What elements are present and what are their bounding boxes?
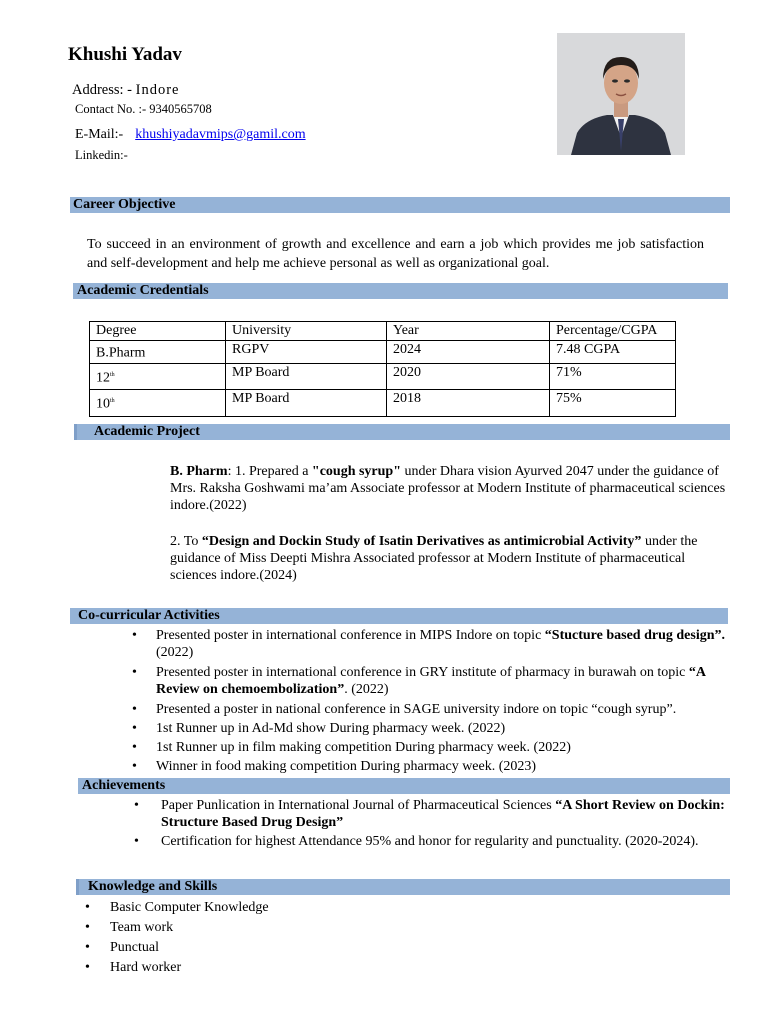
year-cell: 2018 xyxy=(387,390,550,417)
list-item xyxy=(132,627,731,661)
project-title: “Design and Dockin Study of Isatin Derivatives as antimicrobial Activity” xyxy=(201,534,642,549)
list-item xyxy=(132,701,731,718)
degree-cell xyxy=(90,363,226,390)
address-label: Address: - xyxy=(72,82,133,98)
item-bold: “A Review on chemoembolization” xyxy=(156,665,706,697)
project-title: "cough syrup" xyxy=(311,464,401,479)
career-objective-heading: Career Objective xyxy=(70,197,730,213)
degree-cell xyxy=(90,390,226,417)
achievements-heading: Achievements xyxy=(78,778,730,794)
item-text: Presented a poster in national conference in SAGE university indore on topic “cough syrup”. xyxy=(156,702,677,717)
item-text: 1st Runner up in Ad-Md show During pharmacy week. (2022) xyxy=(156,721,506,736)
degree-suffix: th xyxy=(110,371,115,378)
bullet-icon: • xyxy=(134,798,139,813)
bullet-icon: • xyxy=(134,834,139,849)
degree-suffix: th xyxy=(110,398,115,405)
bullet-icon: • xyxy=(85,940,90,955)
university-cell: MP Board xyxy=(226,363,387,390)
table-row xyxy=(90,363,676,390)
list-item xyxy=(134,797,731,831)
column-header: Year xyxy=(387,322,550,341)
bullet-icon: • xyxy=(85,960,90,975)
academic-table xyxy=(89,321,676,417)
year-cell: 2020 xyxy=(387,363,550,390)
item-bold: “A Short Review on Dockin: Structure Based Drug Design” xyxy=(161,798,725,830)
column-header: University xyxy=(226,322,387,341)
skill-text: Hard worker xyxy=(110,960,182,975)
address-line xyxy=(72,82,179,99)
score-cell: 71% xyxy=(550,363,676,390)
bullet-icon: • xyxy=(132,628,137,643)
item-text: Presented poster in international conference in MIPS Indore on topic xyxy=(156,628,545,643)
table-row xyxy=(90,341,676,364)
address-value: Indore xyxy=(135,82,180,98)
item-bold: “Stucture based drug design”. xyxy=(544,628,725,643)
item-tail: . (2022) xyxy=(344,682,389,697)
bullet-icon: • xyxy=(85,920,90,935)
email-label: E-Mail:- xyxy=(75,127,124,142)
project-text: under the guidance of Miss Deepti Mishra Associated professor at Modern Institute of pharmaceutical sciences indore.(2024) xyxy=(170,534,698,583)
item-text: Presented poster in international conference in GRY institute of pharmacy in burawah on topic xyxy=(156,665,689,680)
project-text: : 1. Prepared a xyxy=(227,464,312,479)
career-objective-text: To succeed in an environment of growth and excellence and earn a job which provides me job satisfaction and self-development and help me achieve personal as well as organizational goal. xyxy=(87,237,704,271)
item-text: Certification for highest Attendance 95% and honor for regularity and punctuality. (2020-2024). xyxy=(161,834,699,849)
email-link[interactable]: khushiyadavmips@gamil.com xyxy=(135,127,306,142)
bullet-icon: • xyxy=(132,665,137,680)
university-cell: RGPV xyxy=(226,341,387,364)
project-text: under Dhara vision Ayurved 2047 under the guidance of Mrs. Raksha Goshwami ma’am Associate professor at Modern Institute of pharmaceutical sciences indore.(2022) xyxy=(170,464,726,513)
academic-credentials-heading: Academic Credentials xyxy=(73,283,728,299)
project-entry-2 xyxy=(170,533,735,584)
academic-project-heading: Academic Project xyxy=(74,424,730,440)
profile-photo xyxy=(557,33,685,155)
year-cell: 2024 xyxy=(387,341,550,364)
list-item xyxy=(85,919,510,937)
item-tail: (2022) xyxy=(156,645,194,660)
list-item xyxy=(132,758,731,775)
table-header-row xyxy=(90,322,676,341)
list-item xyxy=(132,664,731,698)
degree-value: 12 xyxy=(96,370,110,386)
list-item xyxy=(85,939,510,957)
column-header: Percentage/CGPA xyxy=(550,322,676,341)
university-cell: MP Board xyxy=(226,390,387,417)
skill-text: Basic Computer Knowledge xyxy=(110,900,269,915)
project-degree-label: B. Pharm xyxy=(170,464,228,479)
list-item xyxy=(134,833,731,850)
skills-heading: Knowledge and Skills xyxy=(76,879,730,895)
column-header: Degree xyxy=(90,322,226,341)
cocurricular-list xyxy=(132,627,731,775)
bullet-icon: • xyxy=(85,900,90,915)
contact-number: Contact No. :- 9340565708 xyxy=(75,102,212,116)
project-entry-1 xyxy=(170,463,735,514)
achievements-list xyxy=(134,797,731,850)
skill-text: Punctual xyxy=(110,940,159,955)
list-item xyxy=(132,720,731,737)
score-cell: 7.48 CGPA xyxy=(550,341,676,364)
candidate-name: Khushi Yadav xyxy=(68,44,182,65)
skills-list xyxy=(85,899,510,977)
list-item xyxy=(132,739,731,756)
table-row xyxy=(90,390,676,417)
list-item xyxy=(85,959,510,977)
item-text: Winner in food making competition During pharmacy week. (2023) xyxy=(156,759,537,774)
degree-cell xyxy=(90,341,226,364)
item-text: 1st Runner up in film making competition During pharmacy week. (2022) xyxy=(156,740,571,755)
linkedin-label: Linkedin:- xyxy=(75,148,128,162)
cocurricular-heading: Co-curricular Activities xyxy=(70,608,728,624)
list-item xyxy=(85,899,510,917)
degree-value: B.Pharm xyxy=(96,345,146,361)
bullet-icon: • xyxy=(132,759,137,774)
score-cell: 75% xyxy=(550,390,676,417)
project-text: 2. To xyxy=(170,534,202,549)
item-text: Paper Punlication in International Journal of Pharmaceutical Sciences xyxy=(161,798,556,813)
bullet-icon: • xyxy=(132,740,137,755)
email-line xyxy=(75,127,306,143)
bullet-icon: • xyxy=(132,702,137,717)
degree-value: 10 xyxy=(96,396,110,412)
bullet-icon: • xyxy=(132,721,137,736)
skill-text: Team work xyxy=(110,920,174,935)
